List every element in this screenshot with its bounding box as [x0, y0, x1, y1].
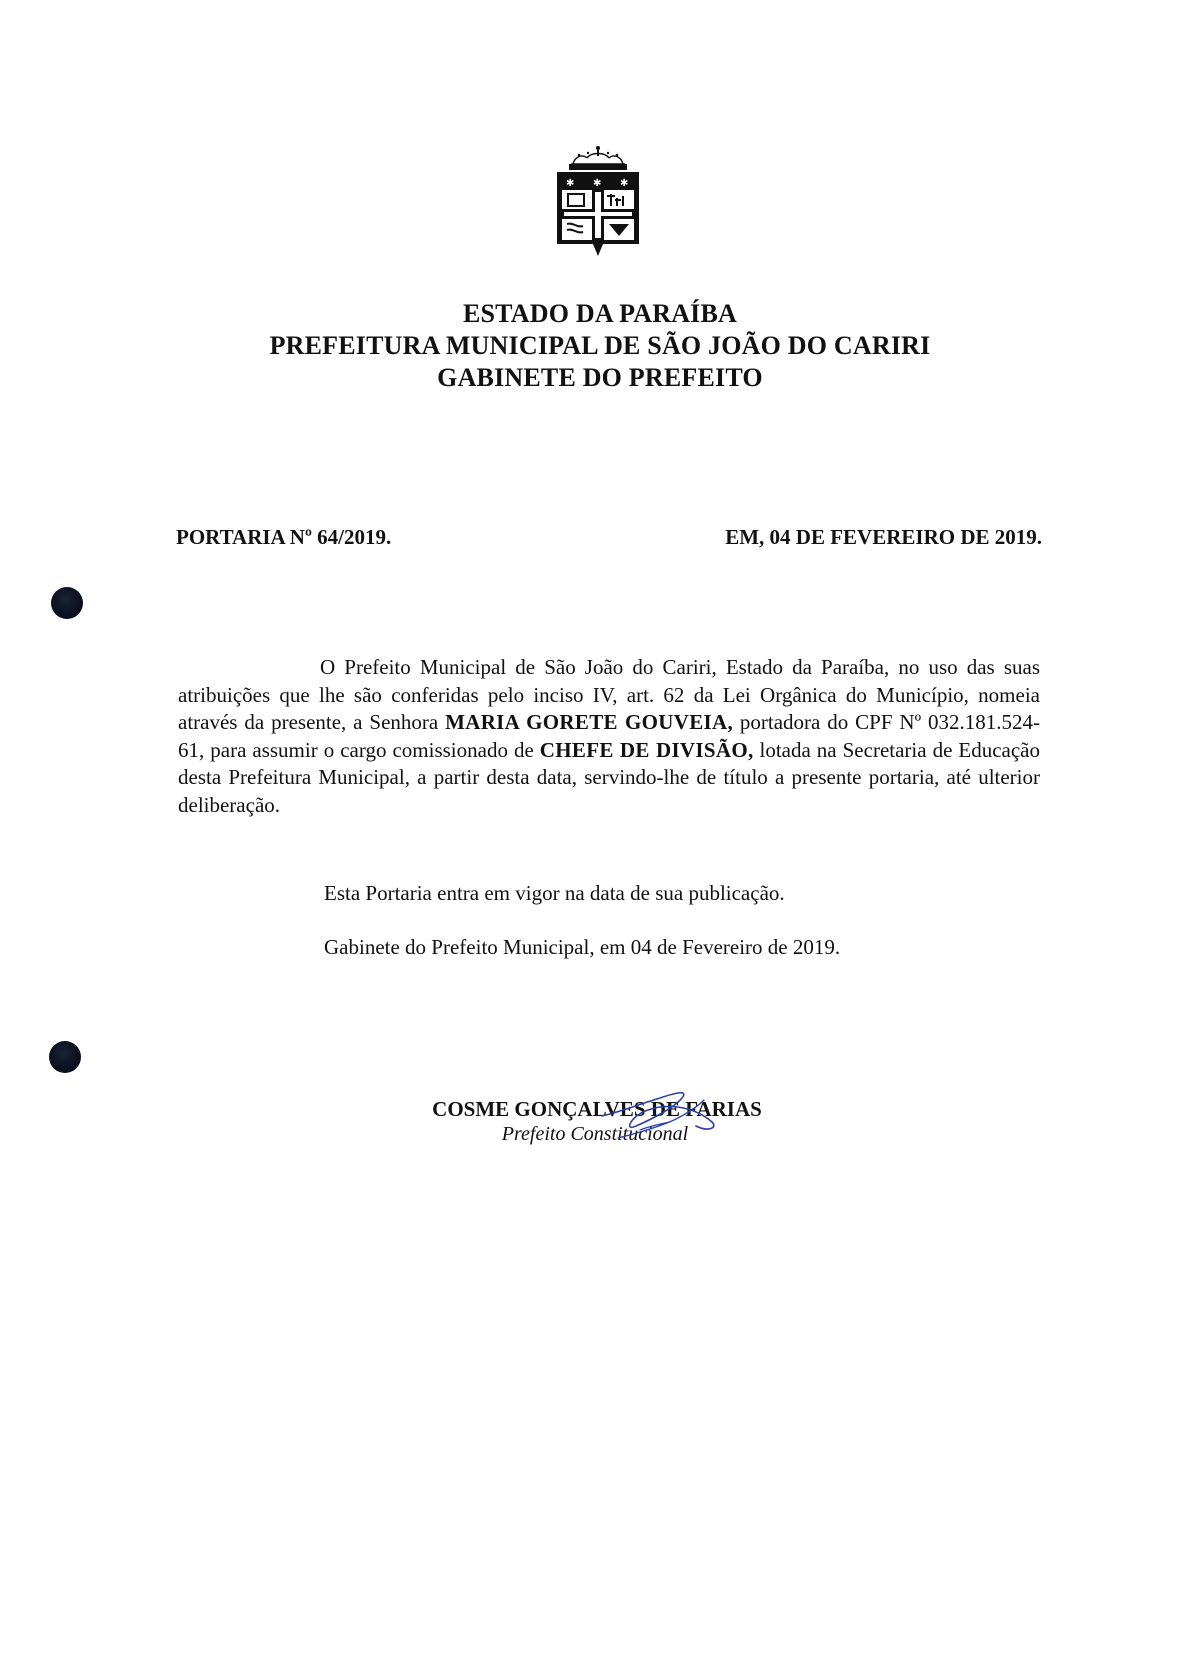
appointee-name: MARIA GORETE GOUVEIA, — [445, 710, 733, 734]
paragraph-text-2: portadora do CPF Nº 032.181.524-61, para assumir o cargo comissionado de — [178, 710, 1040, 762]
appointed-role: CHEFE DE DIVISÃO, — [539, 737, 754, 762]
paragraph-text-3: lotada na Secretaria de Educação desta Prefeitura Municipal, a partir desta data, servindo-lhe de título a presente portaria, até ulterior deliberação. — [178, 737, 1040, 817]
portaria-number: PORTARIA Nº 64/2019. — [176, 525, 392, 549]
paragraph-text-1: O Prefeito Municipal de São João do Cariri, Estado da Paraíba, no uso das suas atribuições que lhe são conferidas pelo inciso IV, art. 62 da Lei Orgânica do Município, nomeia através da presente, a Senhora — [178, 655, 1040, 734]
punch-hole-top — [51, 587, 83, 619]
municipal-coat-of-arms-icon — [553, 144, 643, 258]
effective-clause: Esta Portaria entra em vigor na data de sua publicação. — [324, 881, 785, 905]
header-municipality: PREFEITURA MUNICIPAL DE SÃO JOÃO DO CARIRI — [269, 331, 931, 360]
svg-text:✱: ✱ — [566, 178, 575, 189]
signatory-name: COSME GONÇALVES DE FARIAS — [432, 1097, 762, 1121]
svg-text:✱: ✱ — [620, 178, 629, 189]
signatory-role: Prefeito Constitucional — [501, 1123, 689, 1145]
svg-text:✱: ✱ — [593, 178, 602, 189]
closing-line: Gabinete do Prefeito Municipal, em 04 de Fevereiro de 2019. — [324, 935, 841, 959]
header-state: ESTADO DA PARAÍBA — [462, 299, 738, 328]
handwritten-signature-icon — [600, 1086, 725, 1144]
header-office: GABINETE DO PREFEITO — [437, 363, 763, 392]
punch-hole-bottom — [49, 1041, 81, 1073]
appointment-paragraph — [178, 654, 1040, 819]
portaria-date: EM, 04 DE FEVEREIRO DE 2019. — [725, 525, 1042, 549]
document-header — [0, 298, 1200, 394]
